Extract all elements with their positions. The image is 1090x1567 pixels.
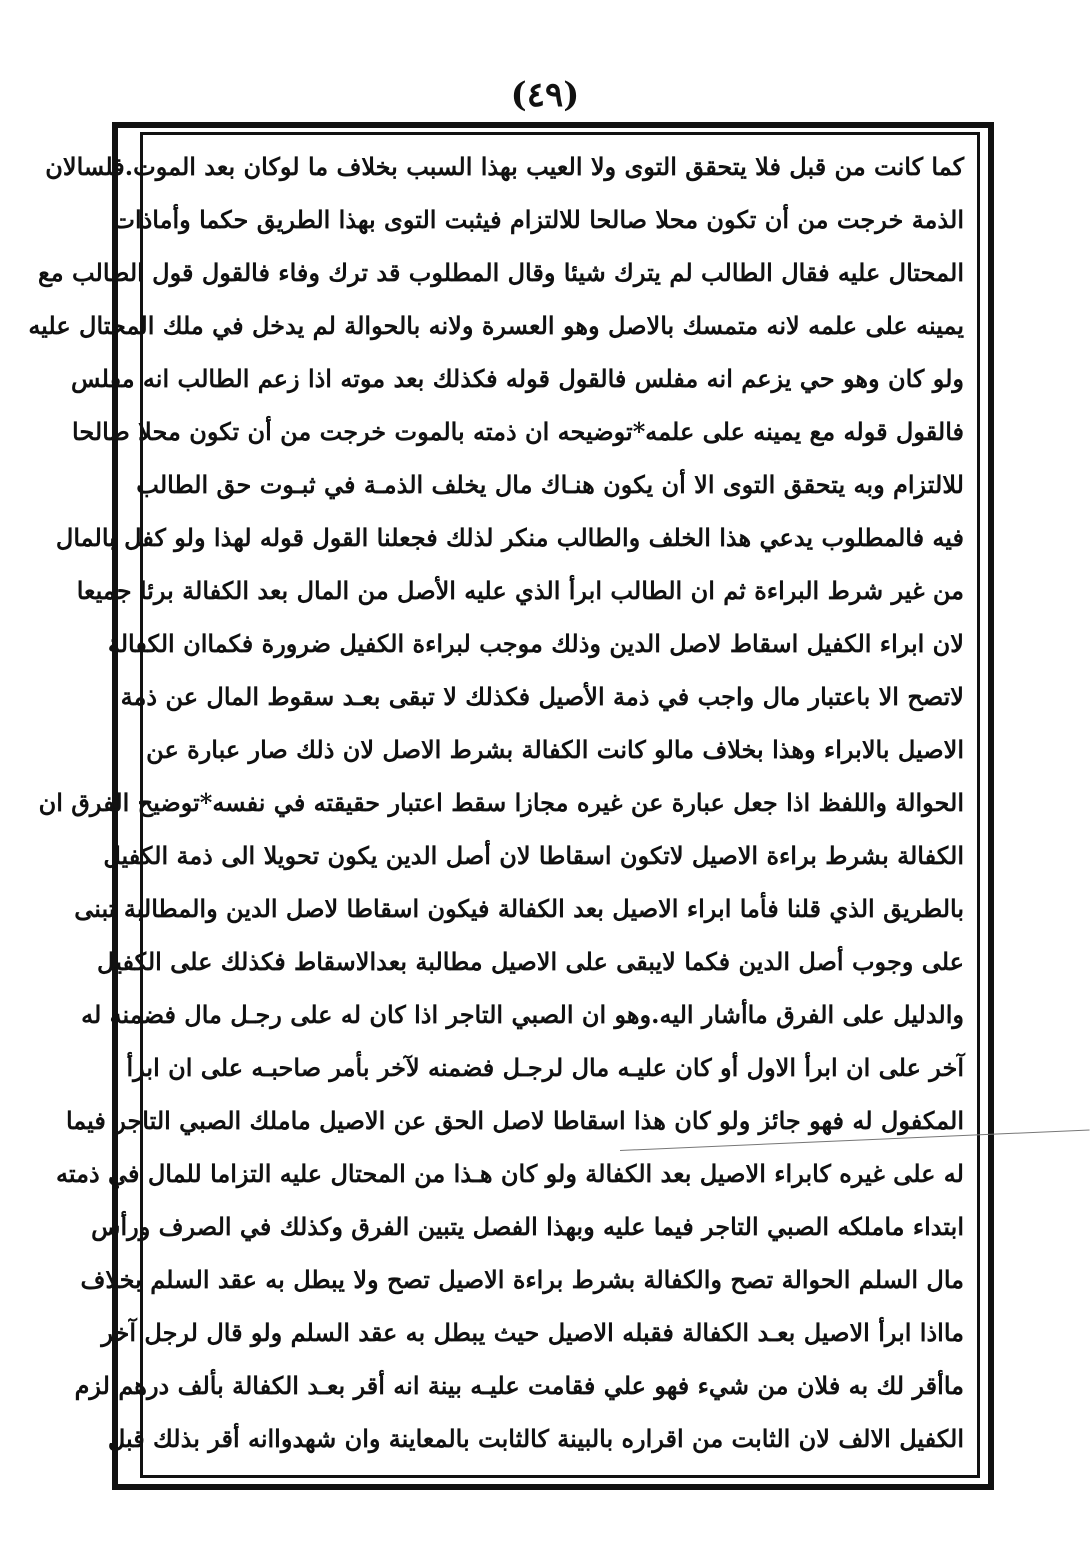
- text-line: لاتصح الا باعتبار مال واجب في ذمة الأصيل فكذلك لا تبقى بعـد سقوط المال عن ذمة: [120, 682, 964, 711]
- page-number: (٤٩): [510, 75, 580, 115]
- text-line: ولو كان وهو حي يزعم انه مفلس فالقول قوله فكذلك بعد موته اذا زعم الطالب انه مفلس: [71, 364, 964, 393]
- text-line: فالقول قوله مع يمينه على علمه*توضيحه ان ذمته بالموت خرجت من أن تكون محلا صالحا: [72, 417, 964, 446]
- text-line: المكفول له فهو جائز ولو كان هذا اسقاطا لاصل الحق عن الاصيل ماملك الصبي التاجر فيما: [65, 1106, 964, 1135]
- text-line: للالتزام وبه يتحقق التوى الا أن يكون هنـاك مال يخلف الذمـة في ثبـوت حق الطالب: [136, 470, 964, 499]
- text-line: لان ابراء الكفيل اسقاط لاصل الدين وذلك موجب لبراءة الكفيل ضرورة فكماان الكفالة: [107, 629, 964, 658]
- text-line: فيه فالمطلوب يدعي هذا الخلف والطالب منكر لذلك فجعلنا القول قوله لهذا ولو كفل بالمال: [55, 523, 964, 552]
- text-line: على وجوب أصل الدين فكما لايبقى على الاصيل مطالبة بعدالاسقاط فكذلك على الكفيل: [97, 947, 964, 976]
- text-line: ماأقر لك به فلان من شيء فهو علي فقامت عليـه بينة انه أقر بعـد الكفالة بألف درهم لزم: [74, 1371, 964, 1400]
- text-line: ابتداء ماملكه الصبي التاجر فيما عليه وبهذا الفصل يتبين الفرق وكذلك في الصرف ورأس: [91, 1212, 964, 1241]
- text-line: مال السلم الحوالة تصح والكفالة بشرط براءة الاصيل تصح ولا يبطل به عقد السلم بخلاف: [80, 1265, 964, 1294]
- text-line: الاصيل بالابراء وهذا بخلاف مالو كانت الكفالة بشرط الاصل لان ذلك صار عبارة عن: [146, 735, 964, 764]
- text-line: بالطريق الذي قلنا فأما ابراء الاصيل بعد الكفالة فيكون اسقاطا لاصل الدين والمطالبة تبنى: [74, 894, 964, 923]
- text-line: له على غيره كابراء الاصيل بعد الكفالة ولو كان هـذا من المحتال عليه التزاما للمال في ذمته: [55, 1159, 964, 1188]
- text-line: والدليل على الفرق ماأشار اليه.وهو ان الصبي التاجر اذا كان له على رجـل مال فضمنه له: [81, 1000, 964, 1029]
- text-line: آخر على ان ابرأ الاول أو كان عليـه مال لرجـل فضمنه لآخر بأمر صاحبـه على ان ابرأ: [126, 1053, 964, 1082]
- text-line: الكفالة بشرط براءة الاصيل لاتكون اسقاطا لان أصل الدين يكون تحويلا الى ذمة الكفيل: [103, 841, 964, 870]
- text-line: مااذا ابرأ الاصيل بعـد الكفالة فقبله الاصيل حيث يبطل به عقد السلم ولو قال لرجل آخر: [101, 1318, 964, 1347]
- text-line: الحوالة واللفظ اذا جعل عبارة عن غيره مجازا سقط اعتبار حقيقته في نفسه*توضيح الفرق ان: [38, 788, 964, 817]
- body-text: [28, 136, 970, 1472]
- text-line: يمينه على علمه لانه متمسك بالاصل وهو العسرة ولانه بالحوالة لم يدخل في ملك المحتال عليه: [28, 311, 964, 340]
- text-line: من غير شرط البراءة ثم ان الطالب ابرأ الذي عليه الأصل من المال بعد الكفالة برئا جميعا: [76, 576, 964, 605]
- text-line: المحتال عليه فقال الطالب لم يترك شيئا وقال المطلوب قد ترك وفاء فالقول قول الطالب مع: [37, 258, 964, 287]
- text-line: الكفيل الالف لان الثابت من اقراره بالبينة كالثابت بالمعاينة وان شهدواانه أقر بذلك قبل: [107, 1424, 964, 1453]
- text-line: كما كانت من قبل فلا يتحقق التوى ولا العيب بهذا السبب بخلاف ما لوكان بعد الموت.فلسالان: [45, 152, 964, 181]
- text-line: الذمة خرجت من أن تكون محلا صالحا للالتزام فيثبت التوى بهذا الطريق حكما وأماذات: [112, 205, 964, 234]
